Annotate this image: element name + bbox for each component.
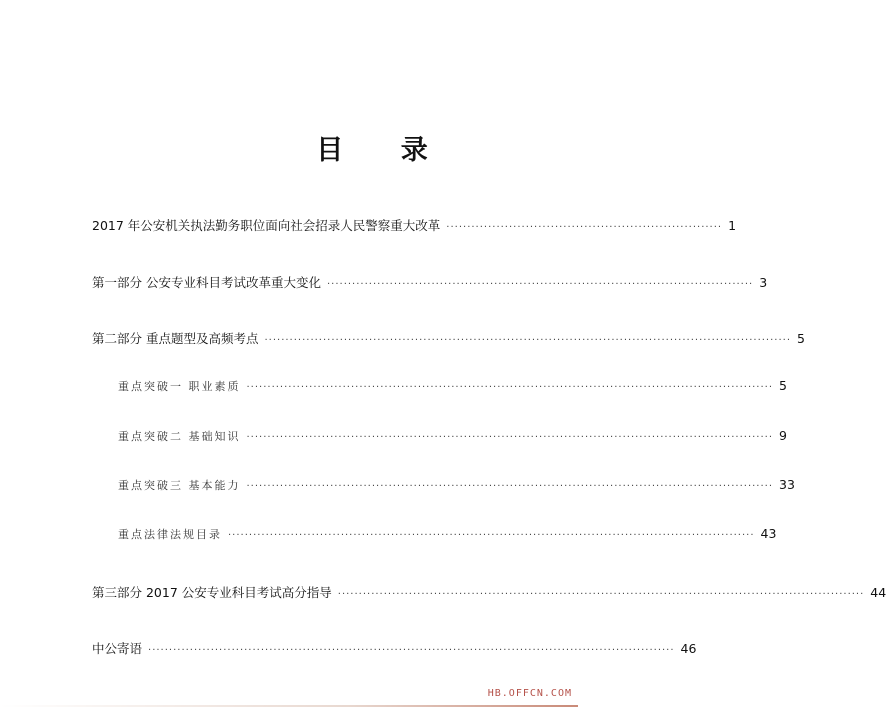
page-title: 目 录 — [316, 135, 452, 166]
toc-entry-title: 第二部分 重点题型及高频考点 — [92, 331, 259, 346]
dot-leader: ······························································································································ — [148, 645, 675, 656]
toc-entry-title: 重点突破三 基本能力 — [118, 479, 241, 492]
toc-entry-title: 2017 年公安机关执法勤务职位面向社会招录人民警察重大改革 — [92, 218, 441, 233]
toc-entry-title: 重点突破一 职业素质 — [118, 380, 241, 393]
toc-entry[interactable] — [92, 329, 805, 347]
toc-entry[interactable] — [118, 378, 787, 394]
toc-entry[interactable] — [92, 216, 737, 234]
toc-entry-page: 43 — [760, 526, 777, 541]
dot-leader: ······································································································ — [326, 279, 754, 290]
dot-leader: ······························································································································ — [264, 335, 792, 346]
toc-entry-page: 46 — [680, 641, 697, 656]
toc-entry-title: 重点突破二 基础知识 — [118, 430, 241, 443]
toc-entry[interactable] — [118, 526, 777, 542]
toc-entry[interactable] — [92, 583, 886, 601]
toc-entry-title: 重点法律法规目录 — [118, 528, 222, 541]
dot-leader: ······························································································································ — [228, 530, 755, 541]
toc-entry-title: 第三部分 2017 公安专业科目考试高分指导 — [92, 585, 332, 600]
dot-leader: ······························································································································ — [337, 589, 865, 600]
toc-entry-page: 33 — [779, 477, 795, 492]
dot-leader: ······························································································································ — [246, 481, 774, 492]
toc-entry-page: 9 — [779, 428, 787, 443]
toc-entry-page: 1 — [728, 218, 737, 233]
toc-entry-page: 44 — [870, 585, 886, 600]
toc-entry[interactable] — [118, 428, 787, 444]
dot-leader: ······························································································································ — [246, 382, 774, 393]
toc-entry-page: 3 — [759, 275, 768, 290]
toc-entry[interactable] — [92, 639, 697, 657]
dot-leader: ······························································································································ — [246, 432, 774, 443]
toc-entry[interactable] — [118, 477, 795, 493]
site-watermark: HB.OFFCN.COM — [487, 688, 572, 699]
toc-entry-page: 5 — [779, 378, 787, 393]
toc-entry-page: 5 — [797, 331, 805, 346]
toc-entry-title: 中公寄语 — [92, 641, 143, 656]
toc-entry[interactable] — [92, 273, 768, 291]
toc-entry-title: 第一部分 公安专业科目考试改革重大变化 — [92, 275, 321, 290]
dot-leader: ·································································· — [446, 222, 723, 233]
